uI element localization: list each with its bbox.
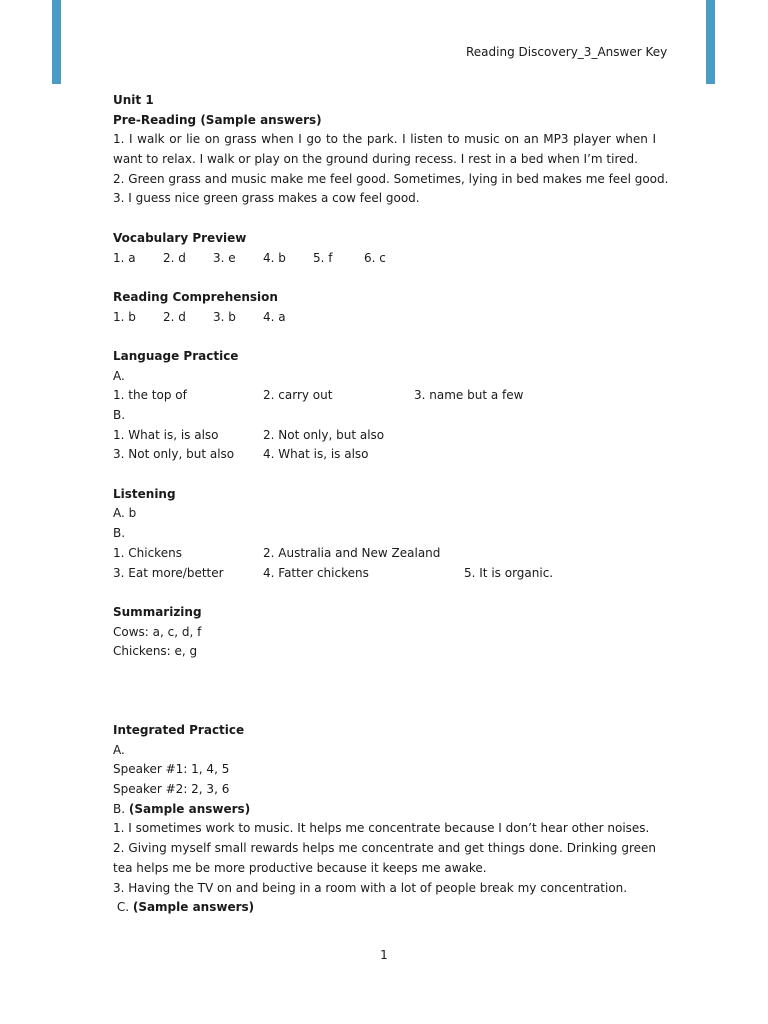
- integrated-practice-a-label: A.: [113, 742, 125, 757]
- document-header: Reading Discovery_3_Answer Key: [466, 45, 668, 59]
- vocabulary-answer: 3. e: [213, 250, 236, 265]
- listening-answer: 2. Australia and New Zealand: [263, 545, 441, 560]
- pre-reading-heading: Pre-Reading (Sample answers): [113, 112, 322, 127]
- listening-answer: 4. Fatter chickens: [263, 565, 369, 580]
- unit-title: Unit 1: [113, 93, 154, 107]
- reading-comprehension-row: [113, 308, 656, 328]
- listening-b-row: [113, 564, 656, 584]
- comprehension-answer: 2. d: [163, 309, 186, 324]
- comprehension-answer: 3. b: [213, 309, 236, 324]
- language-practice-b-row: [113, 426, 656, 446]
- pre-reading-item-2: 2. Green grass and music make me feel good. Sometimes, lying in bed makes me feel good.: [113, 171, 669, 186]
- listening-b-row: [113, 544, 656, 564]
- vocabulary-preview-heading: Vocabulary Preview: [113, 230, 247, 245]
- integrated-b-item-2: 2. Giving myself small rewards helps me concentrate and get things done. Drinking green tea helps me be more productive because it keeps me awake.: [113, 841, 656, 875]
- listening-b-label: B.: [113, 526, 126, 541]
- integrated-practice-b-label: [113, 800, 656, 820]
- language-answer: 3. name but a few: [414, 388, 524, 403]
- listening-heading: Listening: [113, 486, 176, 501]
- language-practice-b-label: B.: [113, 408, 126, 423]
- summarizing-chickens: Chickens: e, g: [113, 644, 198, 659]
- comprehension-answer: 4. a: [263, 309, 286, 324]
- integrated-b-item-1: 1. I sometimes work to music. It helps me concentrate because I don’t hear other noises.: [113, 821, 650, 836]
- vocabulary-answer: 1. a: [113, 250, 136, 265]
- language-answer: 3. Not only, but also: [113, 447, 235, 462]
- listening-a-answer: A. b: [113, 506, 137, 521]
- vocabulary-answer: 4. b: [263, 250, 286, 265]
- integrated-practice-c-label: [113, 898, 656, 918]
- language-practice-a-label: A.: [113, 368, 125, 383]
- vocabulary-answer: 5. f: [313, 250, 333, 265]
- language-answer: 4. What is, is also: [263, 447, 369, 462]
- language-answer: 2. carry out: [263, 388, 333, 403]
- b-sample-note: (Sample answers): [128, 801, 251, 816]
- integrated-practice-heading: Integrated Practice: [113, 722, 245, 737]
- language-answer: 1. the top of: [113, 388, 187, 403]
- vocabulary-answer: 6. c: [364, 250, 386, 265]
- vocabulary-answer: 2. d: [163, 250, 186, 265]
- page-number: 1: [380, 948, 388, 962]
- left-margin-bar: [52, 0, 61, 84]
- integrated-b-item-3: 3. Having the TV on and being in a room with a lot of people break my concentration.: [113, 880, 628, 895]
- pre-reading-item-3: 3. I guess nice green grass makes a cow feel good.: [113, 191, 420, 206]
- summarizing-heading: Summarizing: [113, 604, 202, 619]
- language-practice-heading: Language Practice: [113, 348, 239, 363]
- document-body: [113, 91, 669, 918]
- right-margin-bar: [706, 0, 715, 84]
- listening-answer: 1. Chickens: [113, 545, 182, 560]
- vocabulary-answers-row: [113, 249, 656, 269]
- b-label: B.: [113, 801, 129, 816]
- comprehension-answer: 1. b: [113, 309, 136, 324]
- language-practice-a-row: [113, 386, 656, 406]
- listening-answer: 5. It is organic.: [464, 565, 554, 580]
- speaker-2-answers: Speaker #2: 2, 3, 6: [113, 782, 230, 797]
- c-sample-note: (Sample answers): [132, 900, 255, 915]
- language-answer: 1. What is, is also: [113, 427, 219, 442]
- reading-comprehension-heading: Reading Comprehension: [113, 289, 278, 304]
- summarizing-cows: Cows: a, c, d, f: [113, 624, 202, 639]
- listening-answer: 3. Eat more/better: [113, 565, 224, 580]
- pre-reading-item-1: 1. I walk or lie on grass when I go to the park. I listen to music on an MP3 player when I want to relax. I walk or play on the ground during recess. I rest in a bed when I’m tired.: [113, 132, 656, 167]
- language-answer: 2. Not only, but also: [263, 427, 385, 442]
- c-label: C.: [113, 900, 133, 915]
- language-practice-b-row: [113, 445, 656, 465]
- speaker-1-answers: Speaker #1: 1, 4, 5: [113, 762, 230, 777]
